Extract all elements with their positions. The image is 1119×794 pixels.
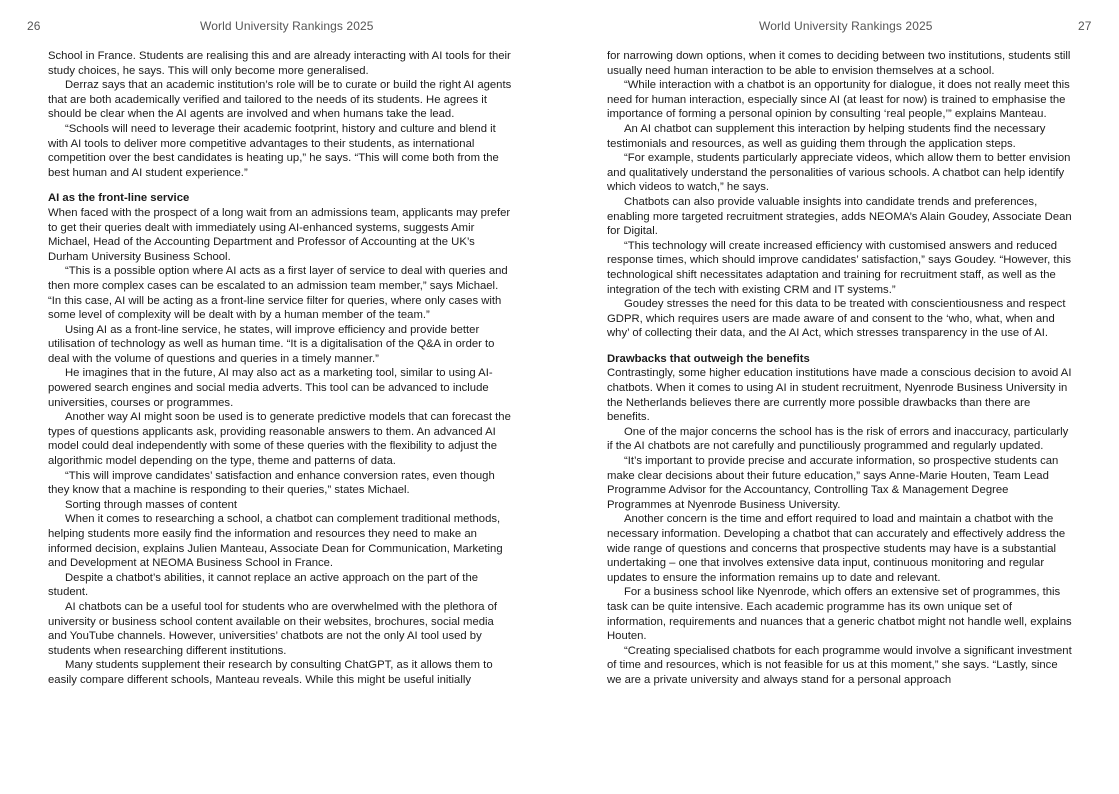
page-number: 26 — [27, 19, 41, 33]
paragraph: Sorting through masses of content — [65, 498, 238, 511]
paragraph: Despite a chatbot’s abilities, it cannot replace an active approach on the part of the student. — [48, 571, 479, 599]
paragraph: “Schools will need to leverage their academic footprint, history and culture and blend it with AI tools to deliver more competitive advantages to their students, as international competition over the best candidates is heating up,” he says. “This will come both from the best human and AI student experience.” — [48, 122, 499, 179]
paragraph: Another way AI might soon be used is to generate predictive models that can forecast the types of questions applicants ask, providing reasonable answers to them. An advanced AI model could deal independently with some of these queries with the flexibility to adjust the algorithmic model depending on the type, theme and patterns of data. — [48, 411, 511, 468]
paragraph: AI chatbots can be a useful tool for students who are overwhelmed with the plethora of university or business school content available on their websites, brochures, social media and YouTube channels. However, universities’ chatbots are not the only AI tool used by students when researching different institutions. — [48, 600, 498, 657]
paragraph: Derraz says that an academic institution’s role will be to curate or build the right AI agents that are both academically verified and tailored to the needs of its students. He agrees it should be clear when the AI agents are involved and when humans take the lead. — [48, 79, 512, 121]
paragraph: Goudey stresses the need for this data to be treated with conscientiousness and respect GDPR, which requires users are made aware of and consent to the ‘who, what, when and why’ of collecting their data, and the AI Act, which stresses transparency in the use of AI. — [607, 298, 1066, 340]
right-page — [560, 0, 1119, 794]
paragraph: One of the major concerns the school has is the risk of errors and inaccuracy, particularly if the AI chatbots are not carefully and punctiliously programmed and regularly updated. — [607, 425, 1069, 453]
paragraph: “While interaction with a chatbot is an opportunity for dialogue, it does not really meet this need for human interaction, especially since AI (at least for now) is trained to emphasise the importance of forming a personal opinion by consulting ‘real people,’” explains Manteau. — [607, 79, 1070, 121]
paragraph: “Creating specialised chatbots for each programme would involve a significant investment of time and resources, which is not feasible for us at this moment,” she says. “Lastly, since we are a private university and always stand for a personal approach — [607, 644, 1072, 686]
paragraph: For a business school like Nyenrode, which offers an extensive set of programmes, this task can be quite intensive. Each academic programme has its own unique set of information, requirements and nuances that a generic chatbot might not handle well, explains Houten. — [607, 586, 1072, 643]
paragraph: “This technology will create increased efficiency with customised answers and reduced response times, which should improve candidates’ satisfaction,” says Goudey. “However, this technological shift necessitates adaptation and training for recruitment staff, as well as the integration of the tech with existing CRM and IT systems.” — [607, 239, 1072, 296]
paragraph: “For example, students particularly appreciate videos, which allow them to better envision and qualitatively understand the personalities of various schools. A chatbot can help identify which videos to watch,” he says. — [607, 152, 1071, 194]
paragraph: An AI chatbot can supplement this interaction by helping students find the necessary testimonials and resources, as well as guiding them through the application steps. — [607, 122, 1046, 150]
paragraph: He imagines that in the future, AI may also act as a marketing tool, similar to using AI-powered search engines and social media adverts. This tool can be advanced to include universities, courses or programmes. — [48, 367, 493, 409]
paragraph: for narrowing down options, when it comes to deciding between two institutions, students still usually need human interaction to be able to envision themselves at a school. — [607, 50, 1071, 77]
paragraph: “It’s important to provide precise and accurate information, so prospective students can make clear decisions about their future education,” says Anne-Marie Houten, Team Lead Programme Advisor for the Accountancy, Controlling Tax & Management Degree Programmes at Nyenrode Business University. — [607, 455, 1059, 511]
right-page-body — [607, 49, 1073, 688]
paragraph: “This is a possible option where AI acts as a first layer of service to deal with queries and then more complex cases can be escalated to an admission team member,” says Michael. “In this case, AI will be acting as a front-line service filter for queries, where only cases with some level of complexity will be dealt with by a human member of the team.” — [48, 265, 508, 322]
page-number: 27 — [1078, 19, 1092, 33]
paragraph: When faced with the prospect of a long wait from an admissions team, applicants may prefer to get their queries dealt with immediately using AI-enhanced systems, suggests Amir Michael, Head of the Accounting Department and Professor of Accounting at the UK’s Durham University Business School. — [48, 206, 511, 263]
paragraph: Contrastingly, some higher education institutions have made a conscious decision to avoid AI chatbots. When it comes to using AI in student recruitment, Nyenrode Business University in the Netherlands believes there are currently more possible drawbacks than there are benefits. — [607, 367, 1072, 424]
paragraph: School in France. Students are realising this and are already interacting with AI tools for their study choices, he says. This will only become more generalised. — [48, 50, 511, 77]
left-page — [0, 0, 559, 794]
section-heading: AI as the front-line service — [48, 192, 190, 205]
paragraph: “This will improve candidates’ satisfaction and enhance conversion rates, even though they know that a machine is responding to their queries,” states Michael. — [48, 469, 495, 497]
paragraph: Many students supplement their research by consulting ChatGPT, as it allows them to easily compare different schools, Manteau reveals. While this might be useful initially — [48, 659, 493, 686]
paragraph: Another concern is the time and effort required to load and maintain a chatbot with the necessary information. Developing a chatbot that can accurately and effectively address the wide range of questions and concerns that prospective students may have is a substantial undertaking – one that involves extensive data input, continuous monitoring and regular updates to ensure the information remains up to date and relevant. — [607, 513, 1066, 584]
running-title: World University Rankings 2025 — [200, 19, 374, 33]
running-title: World University Rankings 2025 — [759, 19, 933, 33]
section-heading: Drawbacks that outweigh the benefits — [607, 352, 810, 365]
left-page-body — [48, 49, 512, 688]
paragraph: Using AI as a front-line service, he states, will improve efficiency and provide better utilisation of technology as well as human time. “It is a digitalisation of the Q&A in order to deal with the volume of questions and queries in a timely manner.” — [48, 323, 495, 365]
paragraph: When it comes to researching a school, a chatbot can complement traditional methods, helping students more easily find the information and resources they need to make an informed decision, explains Julien Manteau, Associate Dean for Communication, Marketing and Development at NEOMA Business School in France. — [48, 513, 503, 570]
paragraph: Chatbots can also provide valuable insights into candidate trends and preferences, enabling more targeted recruitment strategies, adds NEOMA’s Alain Goudey, Associate Dean for Digital. — [607, 195, 1072, 238]
